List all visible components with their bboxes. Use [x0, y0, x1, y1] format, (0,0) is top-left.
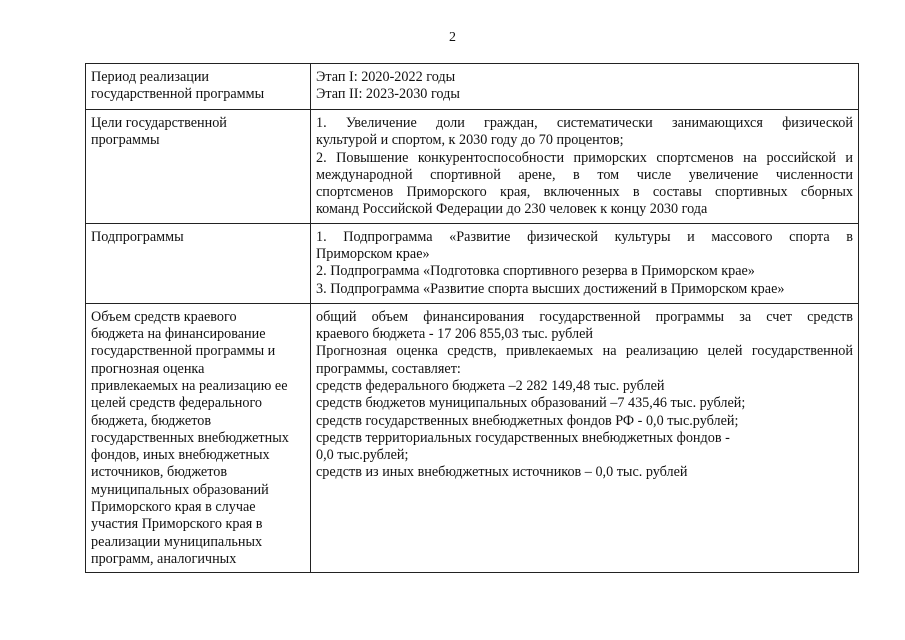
- subprogram-line: 2. Подпрограмма «Подготовка спортивного резерва в Приморском крае»: [316, 263, 755, 280]
- table-row-funding: [86, 303, 859, 572]
- funding-label-cell: [86, 303, 311, 572]
- goals-text-line: культурой и спортом, к 2030 году до 70 процентов;: [316, 132, 624, 149]
- table-row-subprograms: [86, 223, 859, 303]
- goals-text-line: 1. Увеличение доли граждан, систематически занимающихся физической: [316, 115, 853, 131]
- funding-text-line: программы, составляет:: [316, 360, 461, 377]
- funding-label-line: целей средств федерального: [91, 395, 262, 412]
- period-label-line: государственной программы: [91, 86, 265, 103]
- goals-text-line: международной спортивной арене, в том числе увеличение численности: [316, 166, 853, 183]
- funding-label-line: прогнозная оценка: [91, 360, 205, 377]
- funding-value-cell: [311, 303, 859, 572]
- funding-label-line: муниципальных образований: [91, 481, 269, 498]
- funding-text-line: средств из иных внебюджетных источников – 0,0 тыс. рублей: [316, 464, 688, 481]
- funding-label-line: государственной программы и: [91, 343, 276, 360]
- funding-text-line: общий объем финансирования государственной программы за счет средств: [316, 308, 853, 325]
- subprogram-line: Приморском крае»: [316, 246, 430, 263]
- period-label-cell: [86, 64, 311, 110]
- period-value-cell: [311, 64, 859, 110]
- subprograms-label-cell: [86, 223, 311, 303]
- goals-label-line: Цели государственной: [91, 115, 227, 131]
- period-stage-2: Этап II: 2023-2030 годы: [316, 86, 460, 103]
- goals-label-cell: [86, 110, 311, 224]
- funding-label-line: фондов, иных внебюджетных: [91, 447, 270, 464]
- goals-value-cell: [311, 110, 859, 224]
- table-row-goals: [86, 110, 859, 224]
- page-number: 2: [449, 30, 456, 45]
- goals-text-line: 2. Повышение конкурентоспособности приморских спортсменов на российской и: [316, 149, 853, 166]
- funding-text-line: средств федерального бюджета –2 282 149,48 тыс. рублей: [316, 377, 665, 394]
- funding-text-line: средств территориальных государственных внебюджетных фондов -: [316, 429, 730, 446]
- funding-text-line: 0,0 тыс.рублей;: [316, 447, 409, 464]
- funding-label-line: реализации муниципальных: [91, 533, 263, 550]
- table-row-period: [86, 64, 859, 110]
- subprogram-line: 1. Подпрограмма «Развитие физической культуры и массового спорта в: [316, 228, 853, 245]
- period-label-line: Период реализации: [91, 69, 210, 85]
- goals-text-line: команд Российской Федерации до 230 человек к концу 2030 года: [316, 201, 708, 218]
- program-passport-table: [85, 63, 859, 573]
- funding-label-line: Объем средств краевого: [91, 308, 237, 325]
- funding-text-line: краевого бюджета - 17 206 855,03 тыс. рублей: [316, 326, 593, 343]
- funding-label-line: бюджета на финансирование: [91, 326, 266, 343]
- funding-label-line: программ, аналогичных: [91, 550, 237, 567]
- funding-label-line: привлекаемых на реализацию ее: [91, 377, 288, 394]
- funding-label-line: бюджета, бюджетов: [91, 412, 212, 429]
- subprogram-line: 3. Подпрограмма «Развитие спорта высших достижений в Приморском крае»: [316, 280, 785, 297]
- funding-text-line: средств государственных внебюджетных фондов РФ - 0,0 тыс.рублей;: [316, 412, 739, 429]
- goals-label-line: программы: [91, 132, 160, 149]
- funding-text-line: Прогнозная оценка средств, привлекаемых на реализацию целей государственной: [316, 343, 853, 360]
- subprograms-value-cell: [311, 223, 859, 303]
- funding-label-line: участия Приморского края в: [91, 516, 263, 533]
- funding-label-line: государственных внебюджетных: [91, 429, 289, 446]
- goals-text-line: спортсменов Приморского края, включенных в составы спортивных сборных: [316, 184, 853, 201]
- funding-label-line: источников, бюджетов: [91, 464, 228, 481]
- subprograms-label-line: Подпрограммы: [91, 228, 184, 245]
- funding-label-line: Приморского края в случае: [91, 499, 256, 516]
- period-stage-1: Этап I: 2020-2022 годы: [316, 69, 456, 85]
- funding-text-line: средств бюджетов муниципальных образований –7 435,46 тыс. рублей;: [316, 395, 746, 412]
